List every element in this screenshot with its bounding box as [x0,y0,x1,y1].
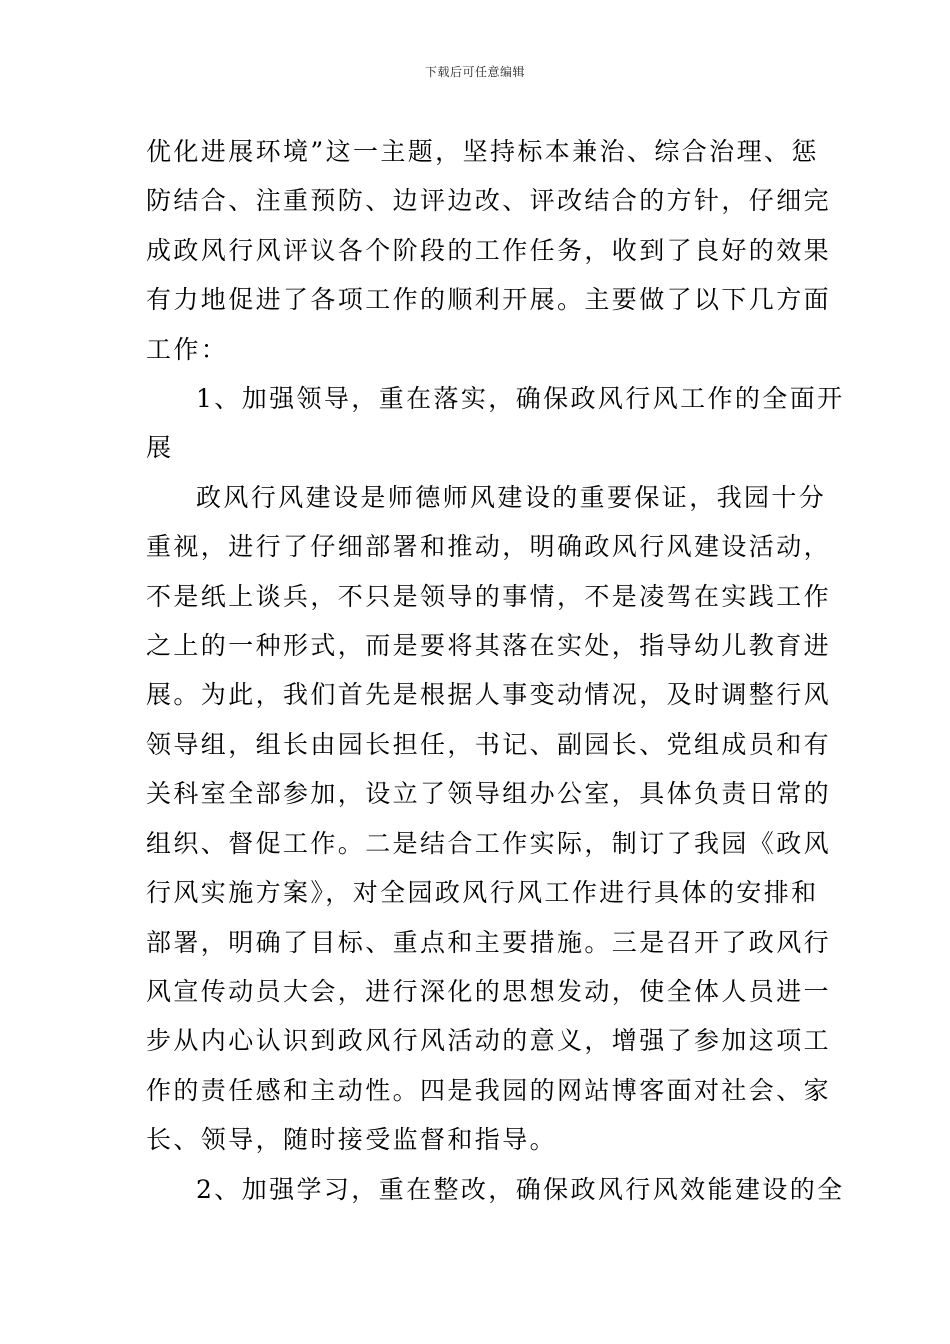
text-line: 防结合、注重预防、边评边改、评改结合的方针，仔细完 [146,186,832,216]
text-line: 重视，进行了仔细部署和推动，明确政风行风建设活动， [146,532,832,562]
section-heading-1: 1、加强领导，重在落实，确保政风行风工作的全面开 [196,384,845,414]
text-line: 展。为此，我们首先是根据人事变动情况，及时调整行风 [146,680,832,710]
text-line: 之上的一种形式，而是要将其落在实处，指导幼儿教育进 [146,631,832,661]
text-line: 有力地促进了各项工作的顺利开展。主要做了以下几方面 [146,285,832,315]
text-line: 不是纸上谈兵，不只是领导的事情，不是凌驾在实践工作 [146,581,832,611]
section-heading-2: 2、加强学习，重在整改，确保政风行风效能建设的全 [196,1174,845,1204]
document-body [146,127,845,1214]
text-line: 关科室全部参加，设立了领导组办公室，具体负责日常的 [146,779,832,809]
paragraph-start: 政风行风建设是师德师风建设的重要保证，我园十分 [196,482,827,512]
text-line: 作的责任感和主动性。四是我园的网站博客面对社会、家 [146,1075,832,1105]
text-line: 部署，明确了目标、重点和主要措施。三是召开了政风行 [146,927,832,957]
section-heading-1-cont: 展 [146,433,174,463]
text-line: 领导组，组长由园长担任，书记、副园长、党组成员和有 [146,729,832,759]
text-line: 行风实施方案》，对全园政风行风工作进行具体的安排和 [146,878,819,908]
page-header: 下载后可任意编辑 [424,65,525,79]
text-line: 组织、督促工作。二是结合工作实际，制订了我园《政风 [146,828,832,858]
text-line: 步从内心认识到政风行风活动的意义，增强了参加这项工 [146,1026,832,1056]
text-line: 工作： [146,334,229,364]
text-line: 优化进展环境”这一主题，坚持标本兼治、综合治理、惩 [146,137,819,166]
text-line: 风宣传动员大会，进行深化的思想发动，使全体人员进一 [146,976,832,1006]
text-line: 成政风行风评议各个阶段的工作任务，收到了良好的效果 [146,235,832,265]
text-line: 长、领导，随时接受监督和指导。 [146,1125,558,1155]
